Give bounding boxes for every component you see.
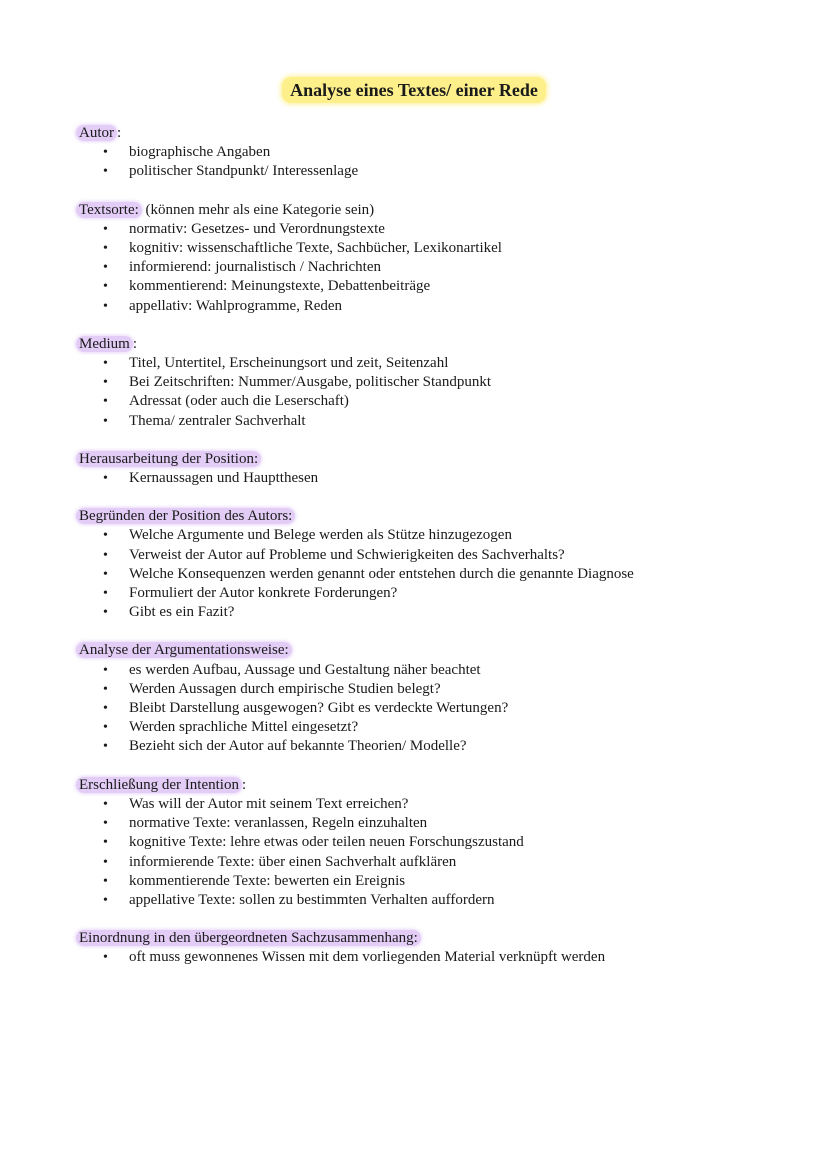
list-item-text: kognitiv: wissenschaftliche Texte, Sachbücher, Lexikonartikel — [129, 240, 502, 257]
bullet-list — [79, 354, 799, 431]
bullet-icon: • — [103, 394, 108, 410]
list-item — [79, 526, 799, 545]
section-heading-line — [79, 450, 799, 469]
bullet-icon: • — [103, 547, 108, 563]
section-5 — [79, 641, 799, 756]
bullet-list — [79, 220, 799, 316]
list-item — [79, 412, 799, 431]
list-item-text: Welche Argumente und Belege werden als Stütze hinzugezogen — [129, 527, 512, 544]
list-item — [79, 354, 799, 373]
bullet-list — [79, 795, 799, 910]
list-item-text: Bei Zeitschriften: Nummer/Ausgabe, politischer Standpunkt — [129, 374, 492, 391]
bullet-icon: • — [103, 586, 108, 602]
list-item-text: Gibt es ein Fazit? — [129, 604, 235, 621]
list-item-text: Verweist der Autor auf Probleme und Schwierigkeiten des Sachverhalts? — [129, 546, 565, 563]
section-heading-suffix: : — [241, 776, 247, 793]
list-item — [79, 297, 799, 316]
list-item — [79, 162, 799, 181]
list-item-text: Bleibt Darstellung ausgewogen? Gibt es verdeckte Wertungen? — [129, 700, 509, 717]
section-heading: Analyse der Argumentationsweise: — [76, 642, 292, 658]
list-item — [79, 718, 799, 737]
bullet-icon: • — [103, 681, 108, 697]
list-item-text: es werden Aufbau, Aussage und Gestaltung näher beachtet — [129, 661, 481, 678]
bullet-icon: • — [103, 356, 108, 372]
section-heading: Erschließung der Intention — [76, 777, 242, 793]
section-heading-line — [79, 507, 799, 526]
list-item — [79, 948, 799, 967]
section-heading-line — [79, 335, 799, 354]
section-0 — [79, 124, 799, 182]
list-item-text: Werden Aussagen durch empirische Studien belegt? — [129, 680, 441, 697]
section-heading-line — [79, 201, 799, 220]
list-item-text: Titel, Untertitel, Erscheinungsort und zeit, Seitenzahl — [129, 355, 449, 372]
section-6 — [79, 776, 799, 910]
list-item-text: biographische Angaben — [129, 144, 271, 161]
bullet-icon: • — [103, 260, 108, 276]
list-item-text: kognitive Texte: lehre etwas oder teilen neuen Forschungszustand — [129, 834, 524, 851]
list-item-text: Welche Konsequenzen werden genannt oder entstehen durch die genannte Diagnose — [129, 565, 634, 582]
list-item — [79, 795, 799, 814]
bullet-icon: • — [103, 950, 108, 966]
document-title: Analyse eines Textes/ einer Rede — [282, 77, 546, 103]
list-item-text: Werden sprachliche Mittel eingesetzt? — [129, 719, 359, 736]
list-item — [79, 603, 799, 622]
list-item — [79, 220, 799, 239]
section-heading-line — [79, 776, 799, 795]
list-item — [79, 833, 799, 852]
list-item-text: Bezieht sich der Autor auf bekannte Theorien/ Modelle? — [129, 738, 467, 755]
list-item — [79, 853, 799, 872]
list-item-text: oft muss gewonnenes Wissen mit dem vorliegenden Material verknüpft werden — [129, 949, 606, 966]
bullet-icon: • — [103, 413, 108, 429]
list-item-text: normative Texte: veranlassen, Regeln einzuhalten — [129, 815, 428, 832]
list-item — [79, 258, 799, 277]
bullet-list — [79, 526, 799, 622]
list-item — [79, 143, 799, 162]
bullet-icon: • — [103, 816, 108, 832]
list-item — [79, 546, 799, 565]
list-item-text: kommentierend: Meinungstexte, Debattenbeiträge — [129, 278, 431, 295]
list-item-text: informierend: journalistisch / Nachrichten — [129, 259, 382, 276]
list-item-text: informierende Texte: über einen Sachverhalt aufklären — [129, 853, 457, 870]
bullet-icon: • — [103, 835, 108, 851]
bullet-list — [79, 661, 799, 757]
bullet-icon: • — [103, 241, 108, 257]
list-item-text: politischer Standpunkt/ Interessenlage — [129, 163, 359, 180]
bullet-icon: • — [103, 145, 108, 161]
list-item — [79, 584, 799, 603]
bullet-icon: • — [103, 796, 108, 812]
bullet-icon: • — [103, 528, 108, 544]
section-1 — [79, 201, 799, 316]
bullet-icon: • — [103, 375, 108, 391]
list-item — [79, 661, 799, 680]
list-item — [79, 469, 799, 488]
section-heading: Begründen der Position des Autors: — [76, 508, 295, 524]
bullet-icon: • — [103, 739, 108, 755]
document-content — [79, 124, 799, 987]
bullet-icon: • — [103, 605, 108, 621]
bullet-list — [79, 469, 799, 488]
bullet-list — [79, 143, 799, 181]
section-heading: Autor — [76, 125, 117, 141]
list-item-text: Adressat (oder auch die Leserschaft) — [129, 393, 349, 410]
list-item — [79, 737, 799, 756]
list-item — [79, 680, 799, 699]
list-item-text: Was will der Autor mit seinem Text erreichen? — [129, 795, 409, 812]
section-3 — [79, 450, 799, 488]
section-heading: Einordnung in den übergeordneten Sachzusammenhang: — [76, 930, 421, 946]
section-heading-note: (können mehr als eine Kategorie sein) — [141, 201, 375, 218]
list-item — [79, 392, 799, 411]
list-item — [79, 699, 799, 718]
list-item-text: appellativ: Wahlprogramme, Reden — [129, 297, 343, 314]
bullet-icon: • — [103, 662, 108, 678]
section-heading: Textsorte: — [76, 202, 142, 218]
bullet-icon: • — [103, 221, 108, 237]
section-heading: Herausarbeitung der Position: — [76, 451, 261, 467]
list-item-text: Formuliert der Autor konkrete Forderungen? — [129, 585, 398, 602]
section-4 — [79, 507, 799, 622]
bullet-icon: • — [103, 566, 108, 582]
list-item — [79, 277, 799, 296]
bullet-icon: • — [103, 701, 108, 717]
section-heading-suffix: : — [117, 125, 122, 141]
list-item — [79, 373, 799, 392]
section-heading-line — [79, 929, 799, 948]
title-container — [0, 77, 828, 103]
section-heading-suffix: : — [132, 335, 138, 352]
list-item — [79, 814, 799, 833]
bullet-icon: • — [103, 279, 108, 295]
section-heading-line — [79, 641, 799, 660]
bullet-icon: • — [103, 873, 108, 889]
list-item — [79, 239, 799, 258]
bullet-icon: • — [103, 164, 108, 180]
bullet-icon: • — [103, 854, 108, 870]
list-item-text: normativ: Gesetzes- und Verordnungstexte — [129, 220, 385, 237]
section-2 — [79, 335, 799, 431]
section-heading-line — [79, 124, 799, 143]
list-item-text: Thema/ zentraler Sachverhalt — [129, 412, 306, 429]
section-heading: Medium — [76, 336, 133, 352]
list-item — [79, 565, 799, 584]
list-item — [79, 872, 799, 891]
bullet-list — [79, 948, 799, 967]
list-item-text: Kernaussagen und Hauptthesen — [129, 470, 319, 487]
list-item — [79, 891, 799, 910]
bullet-icon: • — [103, 892, 108, 908]
bullet-icon: • — [103, 471, 108, 487]
list-item-text: appellative Texte: sollen zu bestimmten Verhalten auffordern — [129, 891, 495, 908]
bullet-icon: • — [103, 298, 108, 314]
section-7 — [79, 929, 799, 967]
bullet-icon: • — [103, 720, 108, 736]
list-item-text: kommentierende Texte: bewerten ein Ereignis — [129, 872, 406, 889]
